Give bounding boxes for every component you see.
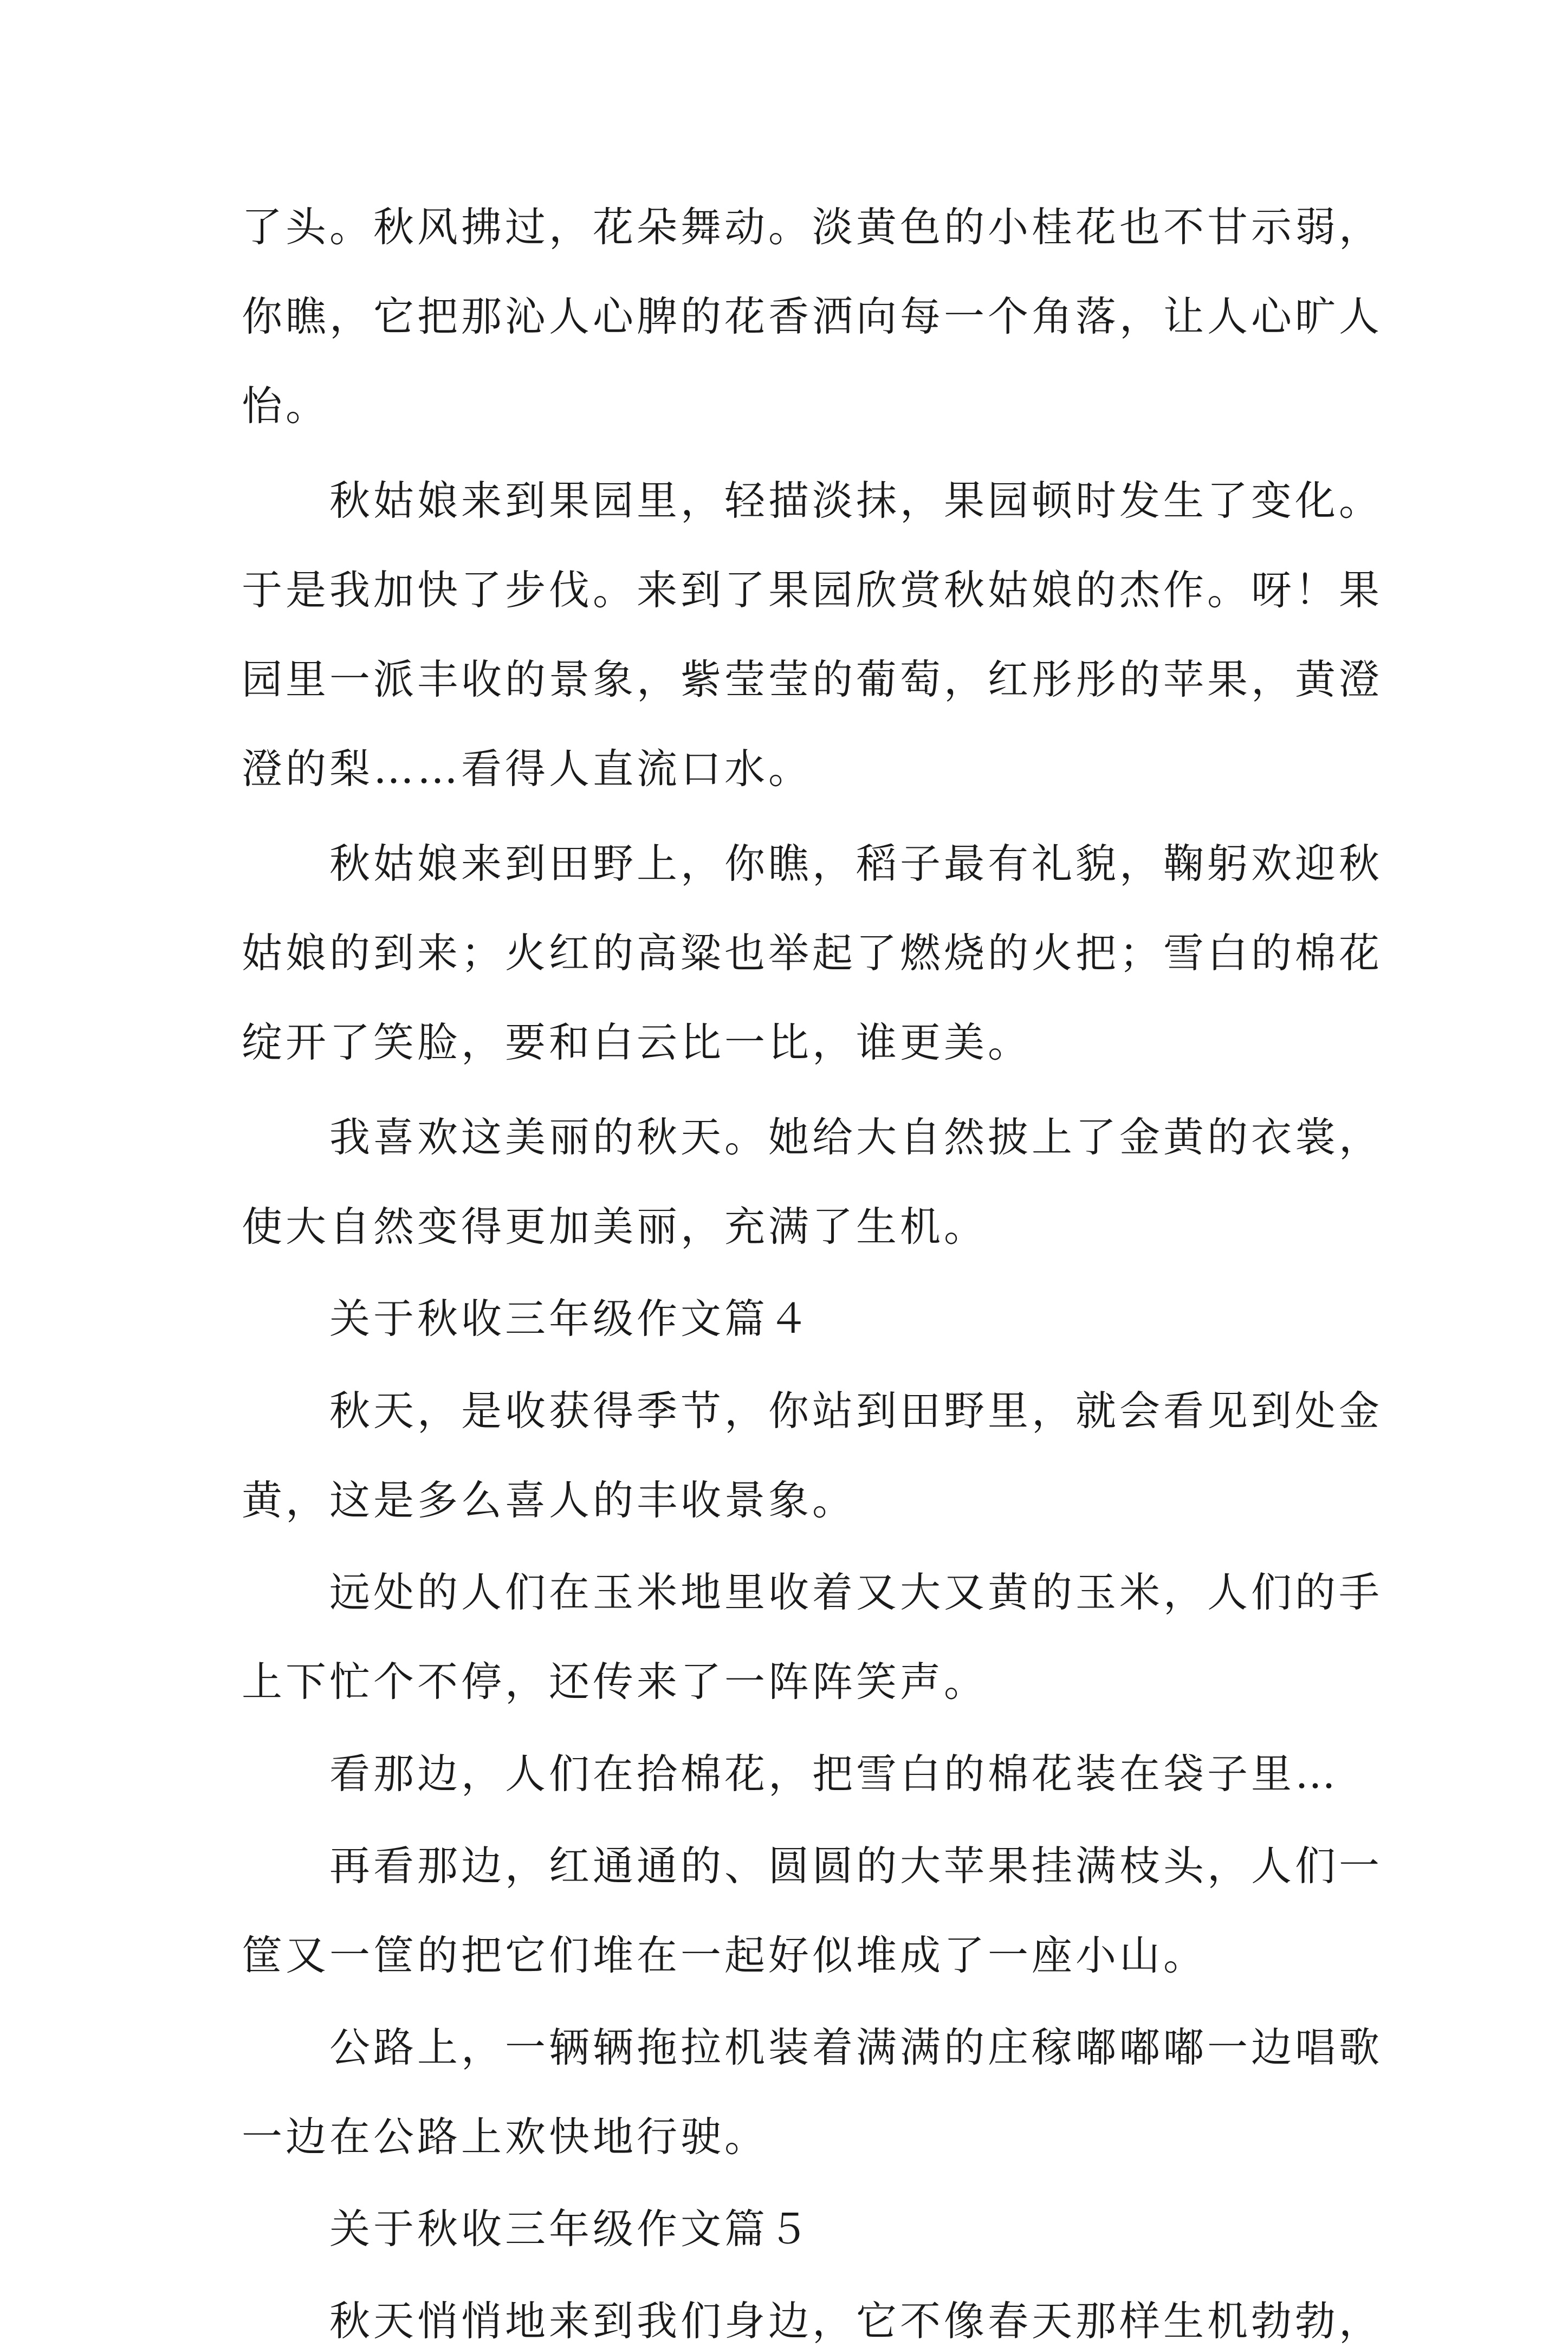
paragraph-start: 看那边，人们在拾棉花，把雪白的棉花装在袋子里… [329, 1750, 1339, 1798]
text-line-content: 黄，这是多么喜人的丰收景象。 [242, 1476, 857, 1524]
paragraph-start: 秋姑娘来到田野上，你瞧，稻子最有礼貌，鞠躬欢迎秋 [329, 840, 1383, 887]
text-line-content: 了头。秋风拂过，花朵舞动。淡黄色的小桂花也不甘示弱， [242, 203, 1383, 251]
text-line-content: 于是我加快了步伐。来到了果园欣赏秋姑娘的杰作。呀！果 [242, 566, 1383, 614]
text-line-content: 园里一派丰收的景象，紫莹莹的葡萄，红彤彤的苹果，黄澄 [242, 656, 1383, 703]
text-line-content: 澄的梨……看得人直流口水。 [242, 745, 813, 793]
text-line-content: 姑娘的到来；火红的高粱也举起了燃烧的火把；雪白的棉花 [242, 929, 1383, 977]
paragraph-start: 我喜欢这美丽的秋天。她给大自然披上了金黄的衣裳， [329, 1113, 1383, 1161]
text-line-content: 怡。 [242, 382, 330, 430]
paragraph-start: 远处的人们在玉米地里收着又大又黄的玉米，人们的手 [329, 1568, 1383, 1616]
text-line-content: 你瞧，它把那沁人心脾的花香洒向每一个角落，让人心旷人 [242, 293, 1383, 340]
text-line-content: 使大自然变得更加美丽，充满了生机。 [242, 1203, 988, 1250]
paragraph-start: 公路上，一辆辆拖拉机装着满满的庄稼嘟嘟嘟一边唱歌 [329, 2024, 1383, 2071]
paragraph-start: 秋天悄悄地来到我们身边，它不像春天那样生机勃勃， [329, 2297, 1383, 2345]
text-line-content: 上下忙个不停，还传来了一阵阵笑声。 [242, 1658, 988, 1706]
section-heading: 关于秋收三年级作文篇５ [329, 2205, 813, 2253]
paragraph-start: 秋天，是收获得季节，你站到田野里，就会看见到处金 [329, 1387, 1383, 1435]
paragraph-start: 再看那边，红通通的、圆圆的大苹果挂满枝头，人们一 [329, 1842, 1383, 1890]
text-line-content: 绽开了笑脸，要和白云比一比，谁更美。 [242, 1019, 1032, 1066]
text-line-content: 筐又一筐的把它们堆在一起好似堆成了一座小山。 [242, 1931, 1208, 1979]
text-line-content: 一边在公路上欢快地行驶。 [242, 2113, 769, 2161]
section-heading: 关于秋收三年级作文篇４ [329, 1295, 813, 1343]
paragraph-start: 秋姑娘来到果园里，轻描淡抹，果园顿时发生了变化。 [329, 477, 1383, 524]
